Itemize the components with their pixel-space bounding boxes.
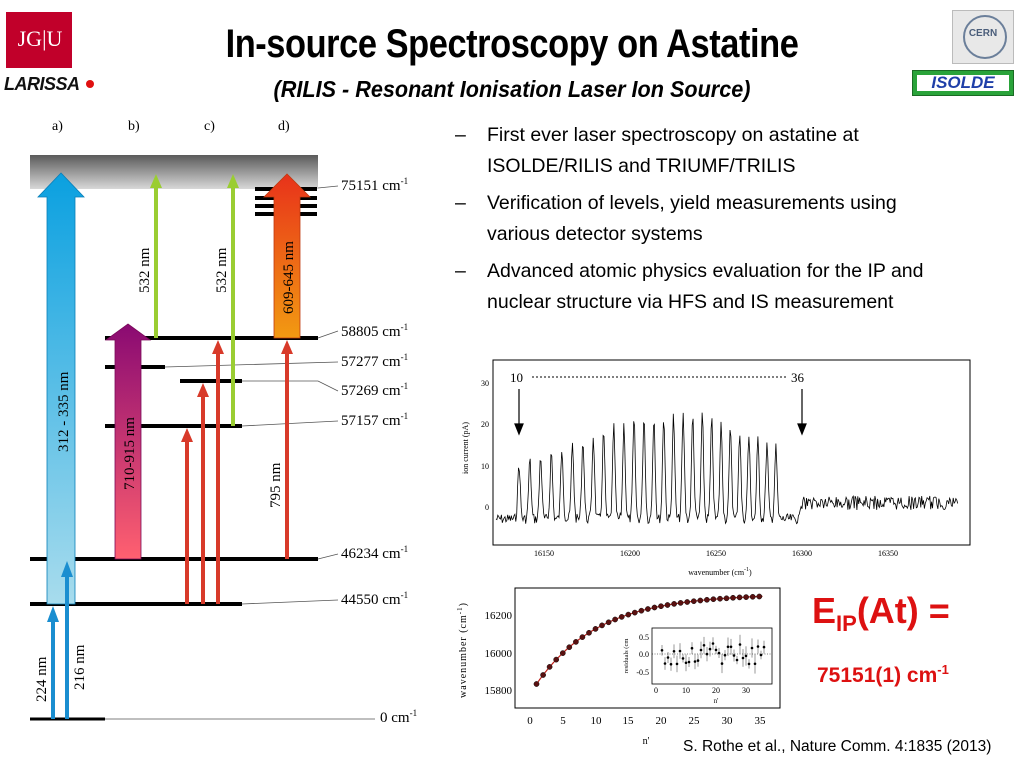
residual-point xyxy=(670,663,673,666)
level-label-58805: 58805 $cm^{-1}$ xyxy=(341,322,409,340)
jgu-logo xyxy=(6,12,74,68)
rydberg-point xyxy=(652,605,657,610)
residual-point xyxy=(739,643,742,646)
spectrum-xtick: 16350 xyxy=(878,549,898,558)
column-label-c: c) xyxy=(204,119,215,134)
residuals-inset-frame xyxy=(652,628,772,684)
residual-point xyxy=(679,650,682,653)
column-label-d: d) xyxy=(278,119,290,134)
rydberg-ytick: 16200 xyxy=(484,610,512,622)
rydberg-point xyxy=(534,681,539,686)
label-710-915nm: 710-915 nm xyxy=(122,417,138,490)
residual-point xyxy=(751,647,754,650)
residual-point xyxy=(688,661,691,664)
rydberg-point xyxy=(573,639,578,644)
rydberg-point xyxy=(744,595,749,600)
inset-ylabel: residuals (cm xyxy=(623,638,630,674)
inset-xtick: 20 xyxy=(712,686,720,695)
inset-xlabel: n' xyxy=(713,697,719,705)
rydberg-point xyxy=(678,600,683,605)
column-label-a: a) xyxy=(52,119,63,134)
rydberg-point xyxy=(599,623,604,628)
inset-xtick: 0 xyxy=(654,686,658,695)
rydberg-xtick: 5 xyxy=(560,715,566,727)
bullet-text-line: Verification of levels, yield measurements using xyxy=(487,192,897,214)
rydberg-point xyxy=(606,620,611,625)
rydberg-point xyxy=(750,594,755,599)
bullet-text-line: various detector systems xyxy=(487,223,703,245)
bullet-dash: – xyxy=(455,124,466,146)
label-609-645nm: 609-645 nm xyxy=(281,241,297,314)
rydberg-point xyxy=(619,614,624,619)
residual-point xyxy=(664,662,667,665)
spectrum-xtick: 16250 xyxy=(706,549,726,558)
level-label-57277: 57277 $cm^{-1}$ xyxy=(341,352,409,370)
rydberg-point xyxy=(724,596,729,601)
residual-point xyxy=(676,663,679,666)
rydberg-point xyxy=(645,606,650,611)
spectrum-xtick: 16150 xyxy=(534,549,554,558)
rydberg-xtick: 0 xyxy=(527,715,533,727)
spectrum-xtick: 16300 xyxy=(792,549,812,558)
level-label-75151: 75151 $cm^{-1}$ xyxy=(341,176,409,194)
rydberg-point xyxy=(672,601,677,606)
bullet-dash: – xyxy=(455,192,466,214)
rydberg-point xyxy=(554,657,559,662)
residual-point xyxy=(763,646,766,649)
rydberg-point xyxy=(685,599,690,604)
label-224nm: 224 nm xyxy=(34,656,50,702)
rydberg-point xyxy=(757,594,762,599)
label-216nm: 216 nm xyxy=(72,644,88,690)
label-532nm-b: 532 nm xyxy=(137,247,153,293)
residual-point xyxy=(727,646,730,649)
ionization-potential-label: $E_{IP}(At)$ = xyxy=(812,590,950,636)
spectrum-xtick: 16200 xyxy=(620,549,640,558)
residual-point xyxy=(700,649,703,652)
label-795nm: 795 nm xyxy=(268,462,284,508)
rydberg-xtick: 30 xyxy=(721,715,733,727)
label-312-335nm: 312 - 335 nm xyxy=(56,371,72,452)
inset-ytick: 0.0 xyxy=(639,650,649,659)
arrow-c-532nm xyxy=(227,174,239,426)
residual-point xyxy=(745,655,748,658)
rydberg-point xyxy=(711,597,716,602)
residual-point xyxy=(661,649,664,652)
citation: S. Rothe et al., Nature Comm. 4:1835 (2013) xyxy=(683,738,992,755)
ionization-potential-value: 75151(1) $cm^{-1}$ xyxy=(817,662,949,687)
residual-point xyxy=(721,662,724,665)
level-label-ground: 0 $cm^{-1}$ xyxy=(380,708,418,726)
rydberg-ylabel: wavenumber $(cm^{-1})$ xyxy=(456,602,469,698)
residual-point xyxy=(742,657,745,660)
bullet-dash: – xyxy=(455,260,466,282)
rydberg-point xyxy=(691,599,696,604)
rydberg-point xyxy=(541,672,546,677)
residual-point xyxy=(691,647,694,650)
rydberg-point xyxy=(665,602,670,607)
rydberg-ytick: 15800 xyxy=(484,685,512,697)
cern-logo-text: CERN xyxy=(968,28,998,39)
residual-point xyxy=(703,644,706,647)
residual-point xyxy=(754,663,757,666)
residual-point xyxy=(709,648,712,651)
rydberg-xtick: 15 xyxy=(622,715,634,727)
marker-label-left: 10 xyxy=(510,370,523,385)
residual-point xyxy=(718,652,721,655)
inset-xtick: 10 xyxy=(682,686,690,695)
inset-ytick: 0.5 xyxy=(639,633,649,642)
rydberg-xtick: 20 xyxy=(655,715,667,727)
rydberg-point xyxy=(658,604,663,609)
page-title: In-source Spectroscopy on Astatine xyxy=(225,22,799,66)
bullet-text-line: First ever laser spectroscopy on astatine at xyxy=(487,124,859,146)
rydberg-xlabel: n' xyxy=(642,736,650,747)
level-label-57269: 57269 $cm^{-1}$ xyxy=(341,381,409,399)
residual-point xyxy=(730,646,733,649)
residual-point xyxy=(736,659,739,662)
residual-point xyxy=(697,659,700,662)
level-scheme-diagram xyxy=(0,110,440,740)
jgu-logo-text: JG|U xyxy=(17,26,63,51)
rydberg-plot xyxy=(455,585,790,750)
rydberg-point xyxy=(567,645,572,650)
marker-label-right: 36 xyxy=(791,370,804,385)
rydberg-point xyxy=(704,597,709,602)
residual-point xyxy=(682,657,685,660)
rydberg-point xyxy=(580,635,585,640)
page-subtitle: (RILIS - Resonant Ionisation Laser Ion Source) xyxy=(273,76,751,102)
spectrum-ytick: 20 xyxy=(481,420,489,429)
spectrum-ytick: 10 xyxy=(481,462,489,471)
rydberg-xtick: 35 xyxy=(754,715,766,727)
bullet-item xyxy=(455,256,975,318)
spectrum-xlabel: wavenumber $(cm^{-1})$ xyxy=(688,567,752,577)
residual-point xyxy=(673,650,676,653)
rydberg-point xyxy=(560,651,565,656)
spectrum-ytick: 30 xyxy=(481,379,489,388)
rydberg-point xyxy=(698,598,703,603)
spectrum-plot xyxy=(455,355,975,585)
residual-point xyxy=(757,645,760,648)
column-label-b: b) xyxy=(128,119,140,134)
residual-point xyxy=(748,663,751,666)
rydberg-point xyxy=(730,595,735,600)
rydberg-point xyxy=(593,626,598,631)
level-label-44550: 44550 $cm^{-1}$ xyxy=(341,590,409,608)
residual-point xyxy=(706,653,709,656)
bullet-list xyxy=(455,120,975,324)
residual-point xyxy=(724,654,727,657)
rydberg-xtick: 25 xyxy=(688,715,700,727)
spectrum-ylabel: ion current (pA) xyxy=(461,422,470,474)
residual-point xyxy=(733,654,736,657)
level-label-46234: 46234 $cm^{-1}$ xyxy=(341,544,409,562)
larissa-logo: LARISSA xyxy=(4,74,80,94)
rydberg-point xyxy=(737,595,742,600)
rydberg-point xyxy=(717,596,722,601)
inset-ytick: -0.5 xyxy=(636,668,649,677)
bullet-text-line: nuclear structure via HFS and IS measurement xyxy=(487,291,894,313)
bullet-text-line: Advanced atomic physics evaluation for the IP and xyxy=(487,260,924,282)
bullet-item xyxy=(455,120,975,182)
rydberg-xtick: 10 xyxy=(590,715,602,727)
label-532nm-c: 532 nm xyxy=(214,247,230,293)
residual-point xyxy=(694,660,697,663)
rydberg-point xyxy=(626,612,631,617)
residual-point xyxy=(715,649,718,652)
rydberg-point xyxy=(613,617,618,622)
inset-xtick: 30 xyxy=(742,686,750,695)
isolde-logo-text: ISOLDE xyxy=(917,75,1009,91)
bullet-text-line: ISOLDE/RILIS and TRIUMF/TRILIS xyxy=(487,155,796,177)
residual-point xyxy=(667,656,670,659)
rydberg-point xyxy=(547,664,552,669)
bullet-item xyxy=(455,188,975,250)
residual-point xyxy=(685,662,688,665)
cern-logo xyxy=(952,10,1014,64)
spectrum-ytick: 0 xyxy=(485,503,489,512)
rydberg-point xyxy=(632,610,637,615)
rydberg-point xyxy=(586,630,591,635)
residual-point xyxy=(712,642,715,645)
level-label-57157: 57157 $cm^{-1}$ xyxy=(341,411,409,429)
residual-point xyxy=(760,654,763,657)
rydberg-point xyxy=(639,608,644,613)
rydberg-ytick: 16000 xyxy=(484,648,512,660)
ionization-continuum xyxy=(30,155,318,189)
